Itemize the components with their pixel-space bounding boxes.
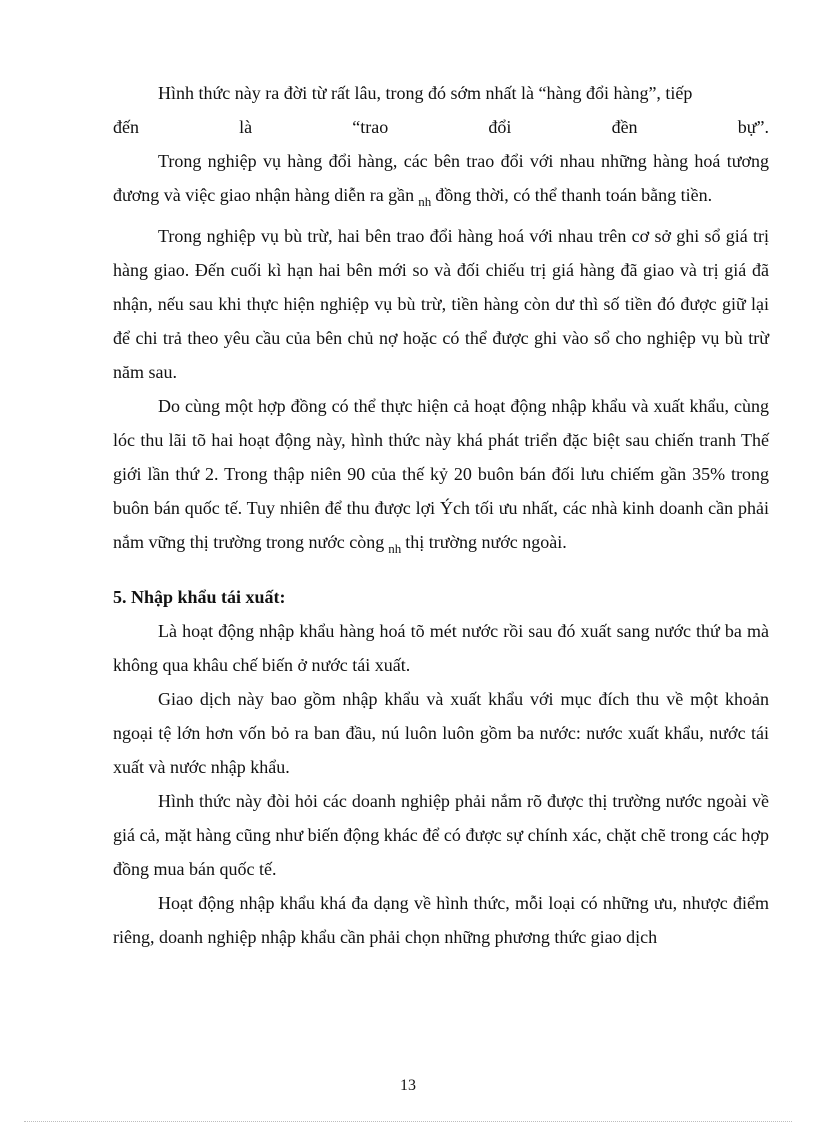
word: đến — [113, 117, 139, 137]
page-number: 13 — [400, 1077, 416, 1094]
footer-divider — [24, 1121, 792, 1122]
paragraph-barter-intro-line2 — [113, 110, 769, 144]
paragraph-barter-text-a: Trong nghiệp vụ hàng đổi hàng, các bên trao đổi với nhau những hàng hoá tương đương và việc giao nhận hàng diễn ra gần — [113, 151, 769, 205]
subscript-fragment: nh — [388, 541, 402, 556]
paragraph-reexport-purpose: Giao dịch này bao gồm nhập khẩu và xuất khẩu với mục đích thu về một khoản ngoại tệ lớn hơn vốn bỏ ra ban đầu, nú luôn luôn gồm ba nước: nước xuất khẩu, nước tái xuất và nước nhập khẩu. — [113, 689, 769, 777]
paragraph-counter-trade-text-a: Do cùng một hợp đồng có thể thực hiện cả hoạt động nhập khẩu và xuất khẩu, cùng lóc thu lãi tõ hai hoạt động này, hình thức này khá phát triển đặc biệt sau chiến tranh Thế giới lần thứ 2. Trong thập niên 90 của thế kỷ 20 buôn bán đối lưu chiếm gần 35% trong buôn bán quốc tế. Tuy nhiên để thu được lợi Ých tối ưu nhất, các nhà kinh doanh cần phải nắm vững thị trường trong nước còng — [113, 396, 769, 552]
word: bự”. — [737, 117, 769, 137]
paragraph-counter-trade — [113, 389, 769, 566]
paragraph-reexport-requirements: Hình thức này đòi hỏi các doanh nghiệp phải nắm rõ được thị trường nước ngoài về giá cả, mặt hàng cũng như biến động khác để có được sự chính xác, chặt chẽ trong các hợp đồng mua bán quốc tế. — [113, 791, 769, 879]
paragraph-barter-text-b: đồng thời, có thể thanh toán bằng tiền. — [435, 185, 713, 205]
word: là — [239, 117, 253, 137]
subscript-fragment: nh — [418, 194, 432, 209]
word: đền — [611, 117, 638, 137]
paragraph-offset: Trong nghiệp vụ bù trừ, hai bên trao đổi hàng hoá với nhau trên cơ sở ghi sổ giá trị hàng giao. Đến cuối kì hạn hai bên mới so và đối chiếu trị giá hàng đã giao và trị giá đã nhận, nếu sau khi thực hiện nghiệp vụ bù trừ, tiền hàng còn dư thì số tiền đó được giữ lại để chi trả theo yêu cầu của bên chủ nợ hoặc có thể được ghi vào sổ cho nghiệp vụ bù trừ năm sau. — [113, 226, 769, 382]
paragraph-barter — [113, 144, 769, 219]
paragraph-barter-intro — [113, 76, 769, 110]
paragraph-reexport-definition: Là hoạt động nhập khẩu hàng hoá tõ mét nước rồi sau đó xuất sang nước thứ ba mà không qua khâu chế biến ở nước tái xuất. — [113, 621, 769, 675]
paragraph-barter-intro-line1: Hình thức này ra đời từ rất lâu, trong đó sớm nhất là “hàng đổi hàng”, tiếp — [158, 83, 693, 103]
paragraph-import-forms: Hoạt động nhập khẩu khá đa dạng về hình thức, mỗi loại có những ưu, nhược điểm riêng, doanh nghiệp nhập khẩu cần phải chọn những phương thức giao dịch — [113, 893, 769, 947]
paragraph-counter-trade-text-b: thị trường nước ngoài. — [405, 532, 567, 552]
word: đổi — [488, 117, 512, 137]
section-heading: 5. Nhập khẩu tái xuất: — [113, 587, 286, 607]
word: “trao — [352, 117, 389, 137]
body-text — [113, 76, 769, 954]
